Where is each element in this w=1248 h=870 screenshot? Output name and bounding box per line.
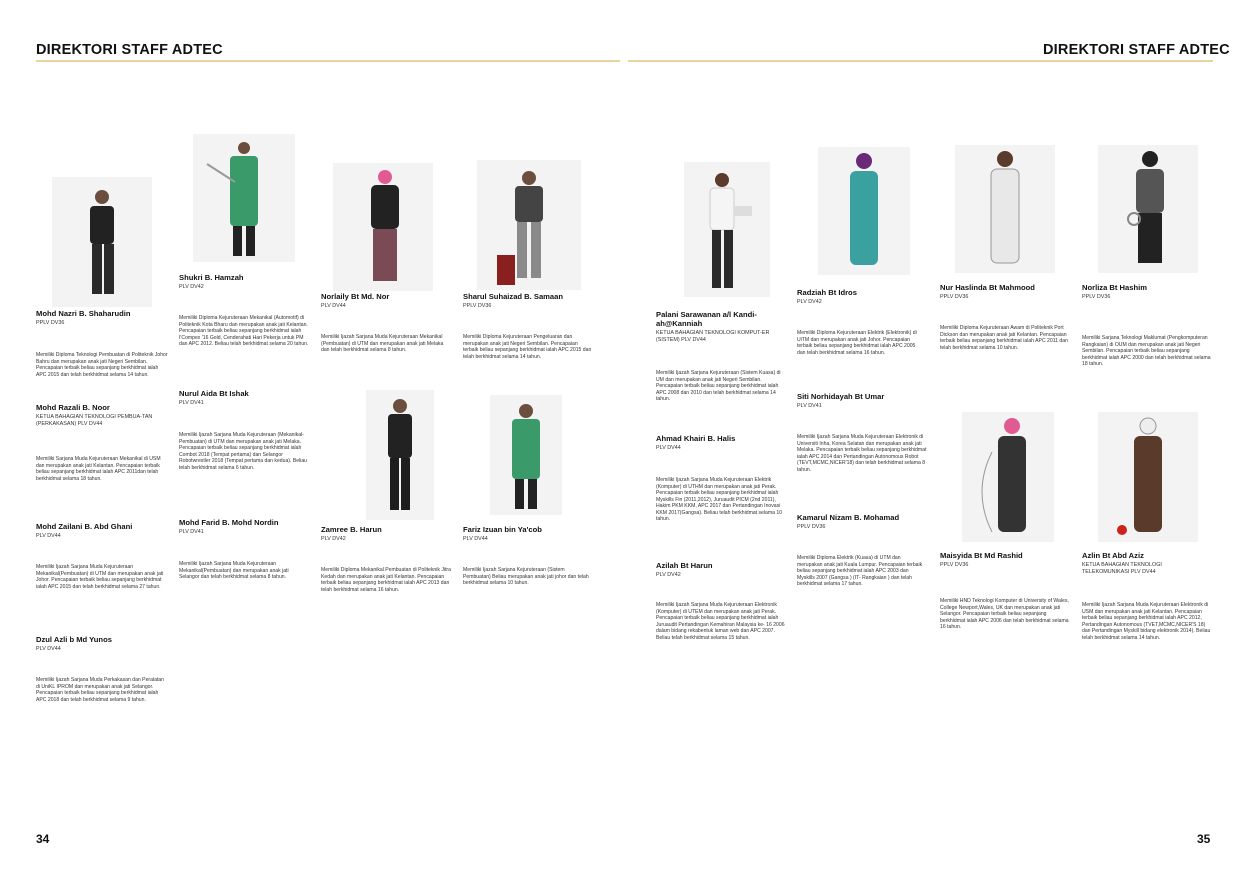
staff-grade: PPLV DV36 — [36, 320, 65, 326]
staff-name: Mohd Razali B. Noor — [36, 403, 110, 412]
staff-name: Nurul Aida Bt Ishak — [179, 389, 249, 398]
staff-description: Memiliki Diploma Mekanikal Pembuatan di Politeknik Jitra Kedah dan merupakan anak jati Kelantan. Pencapaian terbaik beliau sepanjang berkhidmat ialah APC 2013 dan telah berkhidmat selama 16 tahun. — [321, 567, 451, 593]
staff-grade: PPLV DV36 — [1082, 294, 1111, 300]
staff-description: Memiliki Ijazah Sarjana Muda Kejuruteraan Elektronik (Komputer) di UTEM dan merupakan anak jati Perak. Pencapaian terbaik beliau sepanjang berkhidmat ialah Juruaudit Pertandingan Kemahiran Malaysia ke- 16 2006 dalam bidang rekabentuk laman web dan APC 2007. Beliau telah berkhidmat selama 15 tahun. — [656, 602, 785, 641]
staff-photo — [366, 390, 434, 520]
staff-grade: PPLV DV36 — [940, 562, 969, 568]
staff-grade: PLV DV42 — [656, 572, 681, 578]
staff-photo — [477, 160, 581, 290]
staff-photo — [490, 395, 562, 515]
staff-description: Memiliki Ijazah Sarjana Muda Kejuruteraan Mekanikal(Pembuatan) di UTM dan merupakan anak jati Johor. Pencapaian terbaik beliau sepanjang berkhidmat ialah APC 2015 dan telah berkhidmat selama 27 tahun. — [36, 564, 164, 590]
staff-photo — [955, 145, 1055, 273]
staff-name: Sharul Suhaizad B. Samaan — [463, 292, 564, 301]
staff-name: Shukri B. Hamzah — [179, 273, 244, 282]
staff-name: Norliza Bt Hashim — [1082, 283, 1147, 292]
staff-description: Memiliki Diploma Elektrik (Kuasa) di UTM dan merupakan anak jati Kuala Lumpur. Pencapaian terbaik beliau sepanjang berkhidmat ialah APC 2003 dan Myskills 2007 (Gangsa ) (IT- Rangkaian ) dan telah berkhidmat selama 17 tahun. — [797, 555, 923, 587]
staff-grade: PLV DV44 — [656, 445, 681, 451]
staff-photo — [818, 147, 910, 275]
staff-description: Memiliki HND Teknologi Komputer di University of Wales, College Newport,Wales, UK dan merupakan anak jati Selangor. Pencapaian terbaik beliau sepanjang berkhidmat ialah APC 2006 dan telah berkhidmat selama 16 tahun. — [940, 598, 1069, 630]
staff-description: Memiliki Ijazah Sarjana Muda Kejuruteraan Mekanikal (Pembuatan) di UTM dan merupakan anak jati Melaka dan telah berkhidmat selama 8 tahun. — [321, 334, 444, 353]
staff-grade: KETUA BAHAGIAN TEKNOLOGI KOMPUT-ER (SISTEM) PLV DV44 — [656, 330, 770, 343]
staff-name: Mohd Nazri B. Shaharudin — [36, 309, 131, 318]
staff-name: Maisyida Bt Md Rashid — [940, 551, 1023, 560]
staff-description: Memiliki Diploma Kejuruteraan Elektrik (Elektronik) di UiTM dan merupakan anak jati Johor. Pencapaian terbaik beliau sepanjang berkhidmat ialah APC 2005 dan telah berkhidmat selama 16 tahun. — [797, 330, 917, 356]
staff-name: Kamarul Nizam B. Mohamad — [797, 513, 900, 522]
staff-name: Radziah Bt Idros — [797, 288, 857, 297]
staff-name: Ahmad Khairi B. Halis — [656, 434, 736, 443]
staff-name: Siti Norhidayah Bt Umar — [797, 392, 885, 401]
staff-description: Memiliki Diploma Teknologi Pembuatan di Politeknik Johor Bahru dan merupakan anak jati Negeri Sembilan. Pencapaian terbaik beliau sepanjang berkhidmat ialah APC 2015 dan telah berkhidmat selama 14 tahun. — [36, 352, 168, 378]
staff-grade: PLV DV42 — [179, 284, 204, 290]
staff-description: Memiliki Sarjana Teknologi Maklumat (Pengkomputeran Rangkaian) di OUM dan merupakan anak jati Negeri Sembilan. Pencapaian terbaik beliau sepanjang berkhidmat ialah APC 2000 dan telah berkhidmat selama 18 tahun. — [1082, 335, 1211, 367]
staff-name: Nur Haslinda Bt Mahmood — [940, 283, 1035, 292]
staff-photo — [333, 163, 433, 291]
staff-grade: PLV DV44 — [36, 646, 61, 652]
staff-photo — [684, 162, 770, 297]
staff-name: Zamree B. Harun — [321, 525, 382, 534]
staff-description: Memiliki Ijazah Sarjana Muda Kejuruteraan Elektronik di Universiti Inha, Korea Selatan dan merupakan anak jati Melaka. Pencapaian terbaik beliau sepanjang berkhidmat ialah APC 2014 dan Pertandingan Autonomous Robot (TEVT,MCMC,NICER'18) dan telah berkhidmat selama 8 tahun. — [797, 434, 927, 473]
staff-grade: PLV DV44 — [321, 303, 346, 309]
staff-description: Memiliki Sarjana Muda Kejuruteraan Mekanikal di USM dan merupakan anak jati Kelantan. Pencapaian terbaik beliau sepanjang berkhidmat ialah APC 2011dan telah berkhidmat selama 18 tahun. — [36, 456, 161, 482]
staff-description: Memiliki Ijazah Sarjana Muda Kejuruteraan Elektrik (Komputer) di UTHM dan merupakan anak jati Perak. Pencapaian terbaik beliau sepanjang berkhidmat ialah Myskills Fin (2011,2012), Juruaudit PICM (2nd 2011), Hakim PKM KKM, APC 2017 dan Pertandingan Inovasi KKM 2017(Gangsa). Beliau telah berkhidmat selama 10 tahun. — [656, 477, 782, 522]
staff-name: Azlin Bt Abd Aziz — [1082, 551, 1144, 560]
staff-grade: PLV DV41 — [179, 529, 204, 535]
staff-grade: KETUA BAHAGIAN TEKNOLOGI PEMBUA-TAN (PERKAKASAN) PLV DV44 — [36, 414, 153, 427]
staff-description: Memiliki Diploma Kejuruteraan Awam di Politeknik Port Dickson dan merupakan anak jati Kelantan. Pencapaian terbaik beliau sepanjang berkhidmat ialah APC 2011 dan telah berkhidmat selama 10 tahun. — [940, 325, 1068, 351]
staff-description: Memiliki Ijazah Sarjana Muda Kejuruteraan Elektronik di USM dan merupakan anak jati Kelantan. Pencapaian terbaik beliau sepanjang berkhidmat ialah APC 2012, Pertandingan Autonomous (TVET,MCMC,NICER'S 18) dan Pertandingan Myskill bidang elektronik 2014). Beliau telah berkhidmat selama 14 tahun. — [1082, 602, 1211, 641]
page-title-left: DIREKTORI STAFF ADTEC — [36, 42, 223, 58]
staff-grade: PLV DV44 — [463, 536, 488, 542]
staff-grade: KETUA BAHAGIAN TEKNOLOGI TELEKOMUNIKASI PLV DV44 — [1082, 562, 1162, 575]
page-number-right: 35 — [1197, 832, 1211, 846]
staff-grade: PLV DV42 — [797, 299, 822, 305]
staff-photo — [52, 177, 152, 307]
staff-grade: PPLV DV36 — [940, 294, 969, 300]
staff-description: Memiliki Ijazah Sarjana Kejuruteraan (Sistem Pembuatan) Beliau merupakan anak jati johor dan telah berkhidmat selama 10 tahun. — [463, 567, 589, 586]
staff-name: Mohd Farid B. Mohd Nordin — [179, 518, 279, 527]
staff-description: Memiliki Ijazah Sarjana Muda Kejuruteraan Mekanikal(Pembuatan) dan merupakan anak jati Selangor dan telah berkhidmat selama 8 tahun. — [179, 561, 289, 580]
page-title-right: DIREKTORI STAFF ADTEC — [1043, 42, 1230, 58]
staff-description: Memiliki Ijazah Sarjana Muda Kejuruteraan (Mekanikal-Pembuatan) di UTM dan merupakan anak jati Melaka. Pencapaian terbaik beliau sepanjang berkhidmat ialah Combot 2018 (Tempat pertama) dan Selangor Robotwrestler 2018 (Tempat pertama dan kedua). Beliau telah berkhidmat selama 6 tahun. — [179, 432, 307, 471]
staff-photo — [1098, 412, 1198, 542]
staff-grade: PPLV DV36 — [797, 524, 826, 530]
staff-description: Memiliki Diploma Kejuruteraan Pengeluaran dan merupakan anak jati Negeri Sembilan. Pencapaian terbaik beliau sepanjang berkhidmat ialah APC 2015 dan telah berkhidmat selama 14 tahun. — [463, 334, 592, 360]
staff-name: Norlaily Bt Md. Nor — [321, 292, 390, 301]
staff-grade: PPLV DV36 — [463, 303, 492, 309]
staff-grade: PLV DV44 — [36, 533, 61, 539]
header-divider-right — [628, 60, 1213, 62]
staff-name: Dzul Azli b Md Yunos — [36, 635, 112, 644]
header-divider-left — [36, 60, 620, 62]
staff-description: Memiliki Ijazah Sarjana Kejuruteraan (Sistem Kuasa) di UM dan merupakan anak jati Negeri Sembilan. Pencapaian terbaik beliau sepanjang berkhidmat ialah APC 2008 dan 2010 dan telah berkhidmat selama 14 tahun. — [656, 370, 781, 402]
staff-name: Fariz Izuan bin Ya'cob — [463, 525, 542, 534]
staff-name: Azilah Bt Harun — [656, 561, 713, 570]
staff-name: Palani Sarawanan a/l Kandi-ah@Kanniah — [656, 310, 757, 328]
page-number-left: 34 — [36, 832, 50, 846]
staff-photo — [1098, 145, 1198, 273]
staff-grade: PLV DV41 — [179, 400, 204, 406]
staff-grade: PLV DV42 — [321, 536, 346, 542]
staff-photo — [193, 134, 295, 262]
staff-photo — [962, 412, 1054, 542]
staff-description: Memiliki Ijazah Sarjana Muda Perkakasan dan Peralatan di UniKL IPROM dan merupakan anak jati Selangor. Pencapaian terbaik beliau sepanjang berkhidmat ialah APC 2018 dan telah berkhidmat selama 9 tahun. — [36, 677, 164, 703]
staff-description: Memiliki Diploma Kejuruteraan Mekanikal (Automotif) di Politeknik Kota Bharu dan merupakan anak jati Kelantan. Pencapaian terbaik beliau sepanjang berkhidmat ialah I'Compex '16 Gold, Cenderahati Hari Pekerja untuk PM dan APC 2012. Beliau telah berkhidmat selama 20 tahun. — [179, 315, 309, 347]
staff-grade: PLV DV41 — [797, 403, 822, 409]
staff-name: Mohd Zailani B. Abd Ghani — [36, 522, 133, 531]
